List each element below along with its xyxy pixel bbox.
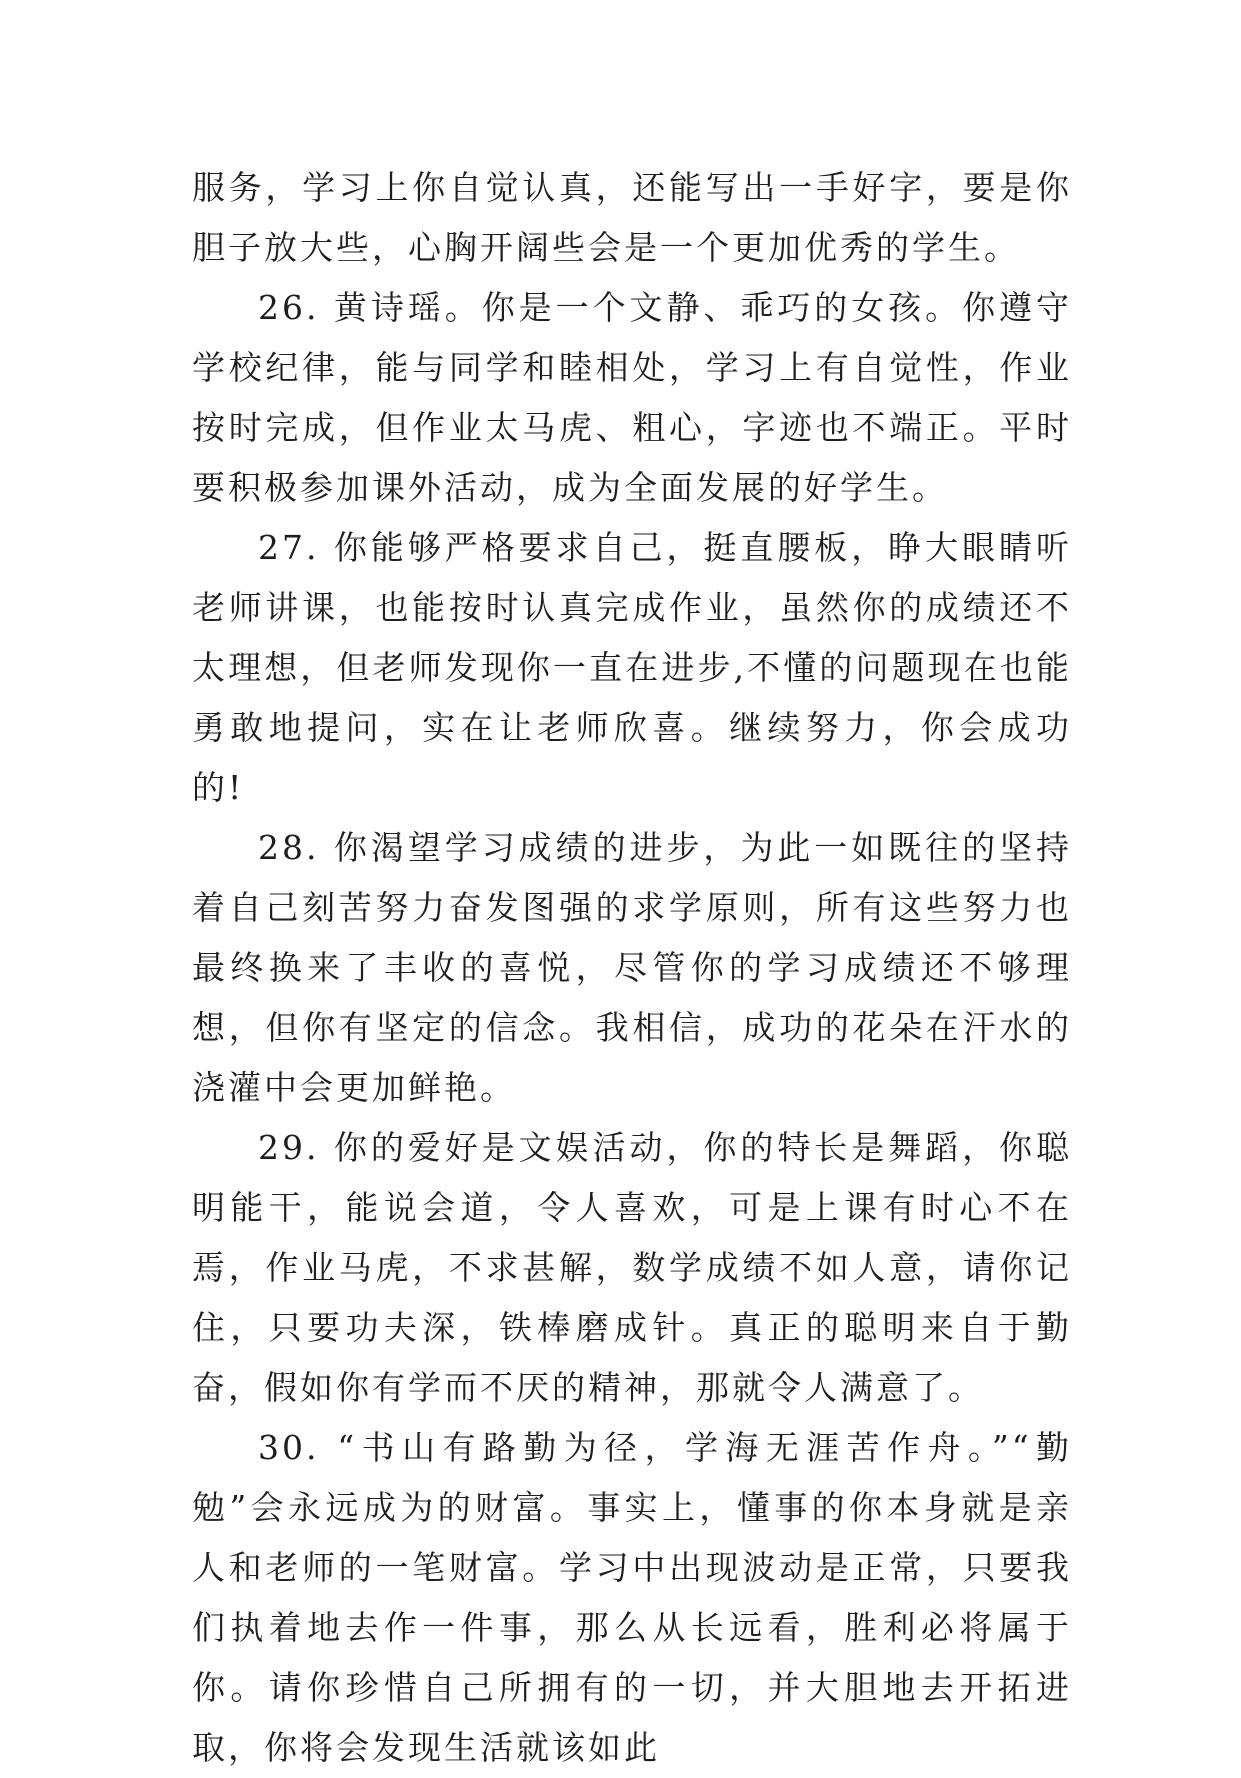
paragraph-30: 30. “书山有路勤为径，学海无涯苦作舟。”“勤勉”会永远成为的财富。事实上，懂事的你本身就是亲人和老师的一笔财富。学习中出现波动是正常，只要我们执着地去作一件事，那么从长远看，胜利必将属于你。请你珍惜自己所拥有的一切，并大胆地去开拓进取，你将会发现生活就该如此 [192,1428,1072,1767]
paragraph-27: 27. 你能够严格要求自己，挺直腰板，睁大眼睛听老师讲课，也能按时认真完成作业，虽然你的成绩还不太理想，但老师发现你一直在进步,不懂的问题现在也能勇敢地提问，实在让老师欣喜。继续努力，你会成功的! [192,528,1072,807]
paragraph-29: 29. 你的爱好是文娱活动，你的特长是舞蹈，你聪明能干，能说会道，令人喜欢，可是上课有时心不在焉，作业马虎，不求甚解，数学成绩不如人意，请你记住，只要功夫深，铁棒磨成针。真正的聪明来自于勤奋，假如你有学而不厌的精神，那就令人满意了。 [192,1128,1072,1407]
paragraph-28: 28. 你渴望学习成绩的进步，为此一如既往的坚持着自己刻苦努力奋发图强的求学原则，所有这些努力也最终换来了丰收的喜悦，尽管你的学习成绩还不够理想，但你有坚定的信念。我相信，成功的花朵在汗水的浇灌中会更加鲜艳。 [192,828,1072,1107]
paragraph-continued: 服务，学习上你自觉认真，还能写出一手好字，要是你胆子放大些，心胸开阔些会是一个更加优秀的学生。 [192,168,1072,267]
paragraph-26: 26. 黄诗瑶。你是一个文静、乖巧的女孩。你遵守学校纪律，能与同学和睦相处，学习上有自觉性，作业按时完成，但作业太马虎、粗心，字迹也不端正。平时要积极参加课外活动，成为全面发展的好学生。 [192,288,1072,507]
document-body [192,158,1072,1778]
